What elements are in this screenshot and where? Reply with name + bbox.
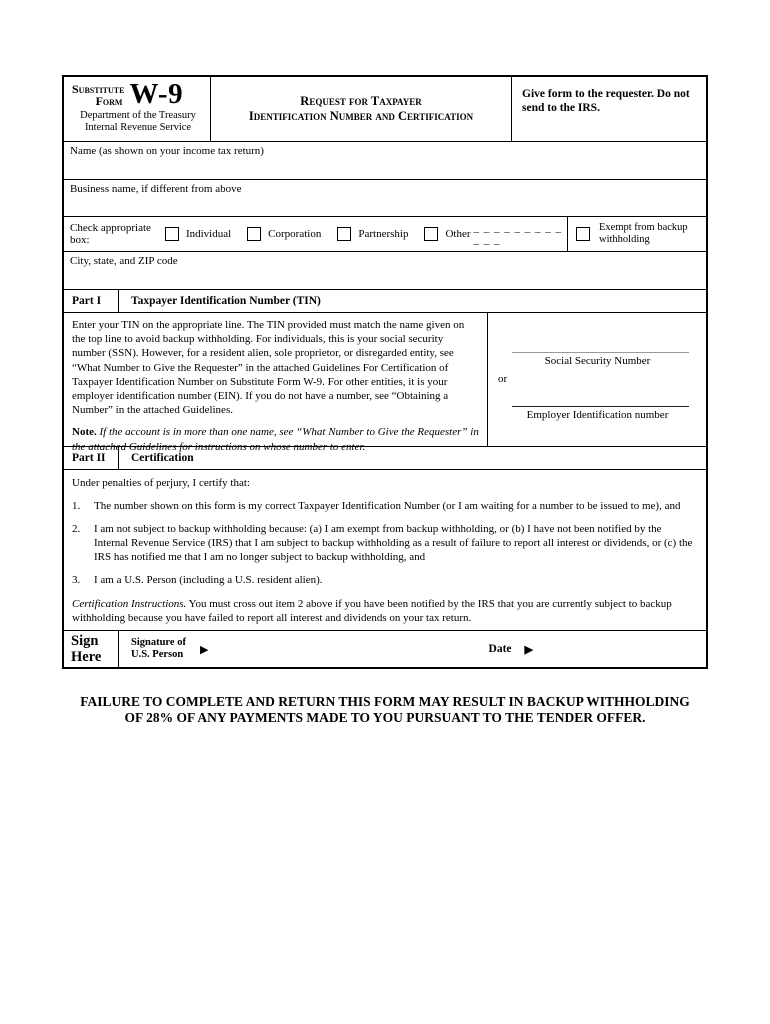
- certification-item-3-text: I am a U.S. Person (including a U.S. resident alien).: [94, 574, 323, 586]
- part2-header: [64, 446, 706, 469]
- checkbox-other[interactable]: [424, 227, 438, 241]
- form-title-line1: Request for Taxpayer: [300, 94, 422, 108]
- certification-item-1-number: 1.: [72, 500, 81, 512]
- part1-label: Part I: [64, 290, 119, 312]
- part2-label: Part II: [64, 447, 119, 469]
- checkbox-partnership-label: Partnership: [358, 228, 409, 240]
- give-form-text: Give form to the requester. Do not send to the IRS.: [522, 88, 690, 114]
- backup-withholding-warning: [0, 694, 770, 726]
- certification-instructions-text: You must cross out item 2 above if you have been notified by the IRS that you are currently subject to backup withholding because you have failed to report all interest and dividends on your tax return.: [72, 598, 672, 624]
- date-input-area[interactable]: [533, 640, 573, 658]
- signature-of-line1: Signature of: [131, 637, 186, 648]
- substitute-word: Substitute: [72, 82, 125, 96]
- checkbox-corporation[interactable]: [247, 227, 261, 241]
- certification-item-1: [72, 499, 696, 513]
- here-word: Here: [71, 649, 102, 665]
- city-state-zip-label: City, state, and ZIP code: [70, 255, 178, 267]
- entity-type-row: [64, 216, 706, 251]
- warning-line1: FAILURE TO COMPLETE AND RETURN THIS FORM MAY RESULT IN BACKUP WITHHOLDING: [80, 694, 690, 709]
- ssn-entry-line[interactable]: [512, 352, 689, 353]
- tin-entry-column: [487, 313, 706, 446]
- form-id-block: [64, 77, 210, 141]
- part1-body: [64, 312, 706, 453]
- w9-form-table: [62, 75, 708, 669]
- signature-area: [119, 631, 706, 667]
- part1-title: Taxpayer Identification Number (TIN): [131, 295, 321, 307]
- or-word: or: [498, 373, 508, 385]
- sign-word: Sign: [71, 633, 99, 649]
- checkbox-partnership[interactable]: [337, 227, 351, 241]
- checkbox-other-label: Other: [445, 228, 471, 240]
- checkbox-individual-label: Individual: [185, 228, 232, 240]
- form-header: [64, 77, 706, 141]
- checkbox-individual[interactable]: [165, 227, 179, 241]
- city-state-zip-field[interactable]: [64, 251, 706, 289]
- date-block: [489, 640, 573, 658]
- certification-item-1-text: The number shown on this form is my correct Taxpayer Identification Number (or I am waiting for a number to be issued to me), and: [94, 500, 681, 512]
- give-form-notice: [511, 77, 706, 141]
- exempt-backup-withholding-label: Exempt from backup withholding: [599, 222, 688, 245]
- certification-item-2-number: 2.: [72, 523, 81, 535]
- signature-of-line2: U.S. Person: [131, 649, 184, 660]
- part1-instructions: [64, 313, 487, 453]
- sign-here-label: [64, 631, 119, 667]
- name-field[interactable]: [64, 141, 706, 179]
- date-arrow-icon: ▶: [524, 643, 533, 656]
- department-line1: Department of the Treasury: [80, 110, 196, 121]
- other-fill-in-line[interactable]: _ _ _ _ _ _ _ _ _ _ _ _: [473, 222, 562, 246]
- substitute-form-label: [72, 81, 124, 107]
- certification-instructions-label: Certification Instructions.: [72, 598, 187, 610]
- form-title-line2: Identification Number and Certification: [248, 109, 474, 123]
- signature-of-label: [131, 637, 186, 661]
- name-field-label: Name (as shown on your income tax return): [70, 145, 264, 157]
- form-word: Form: [95, 94, 123, 108]
- department-line2: Internal Revenue Service: [84, 122, 192, 133]
- checkbox-exempt-backup-withholding[interactable]: [576, 227, 590, 241]
- form-title: [210, 77, 511, 141]
- date-label: Date: [488, 643, 512, 655]
- business-name-field[interactable]: [64, 179, 706, 216]
- signature-row: [64, 630, 706, 667]
- business-name-label: Business name, if different from above: [70, 183, 242, 195]
- certification-item-2-text: I am not subject to backup withholding because: (a) I am exempt from backup withholding, or (b) I have not been notified by the Internal Revenue Service (IRS) that I am subject to backup withholding as a result of failure to report all interest or dividends, or (c) the IRS has notified me that I am no longer subject to backup withholding, and: [94, 523, 693, 563]
- part1-note-label: Note.: [72, 426, 97, 439]
- checkbox-corporation-label: Corporation: [268, 228, 322, 240]
- entity-type-options: [64, 217, 567, 251]
- ein-label: Employer Identification number: [526, 409, 669, 421]
- signature-arrow-icon: ▶: [199, 643, 209, 656]
- department-block: [72, 110, 204, 134]
- certification-item-2: [72, 522, 696, 564]
- ein-entry-line[interactable]: [512, 406, 689, 407]
- certification-instructions: [72, 597, 696, 625]
- certification-item-3: [72, 573, 696, 587]
- warning-line2: OF 28% OF ANY PAYMENTS MADE TO YOU PURSUANT TO THE TENDER OFFER.: [124, 710, 646, 725]
- ssn-label: Social Security Number: [544, 355, 651, 367]
- part2-title: Certification: [131, 452, 194, 464]
- certification-body: [64, 469, 706, 630]
- exempt-backup-withholding-cell: [567, 217, 706, 251]
- form-number: W-9: [129, 78, 184, 110]
- signature-input-area[interactable]: [208, 639, 388, 659]
- part1-note-text: If the account is in more than one name, see “What Number to Give the Requester” in the attached Guidelines for instructions on whose number to enter.: [72, 426, 479, 453]
- part1-header: [64, 289, 706, 312]
- certification-intro: Under penalties of perjury, I certify that:: [72, 477, 250, 489]
- certification-item-3-number: 3.: [72, 574, 81, 586]
- check-appropriate-box-label: Check appropriate box:: [70, 222, 151, 246]
- part1-instructions-text: Enter your TIN on the appropriate line. The TIN provided must match the name given on the top line to avoid backup withholding. For individuals, this is your social security number (SSN). However, for a resident alien, sole proprietor, or disregarded entity, see “What Number to Give the Requester” in the attached Guidelines For Certification of Taxpayer Identification Number on Substitute Form W-9. For other entities, it is your employer identification number (EIN). If you do not have a number, see “Obtaining a Number” in the attached Guidelines.: [72, 319, 465, 417]
